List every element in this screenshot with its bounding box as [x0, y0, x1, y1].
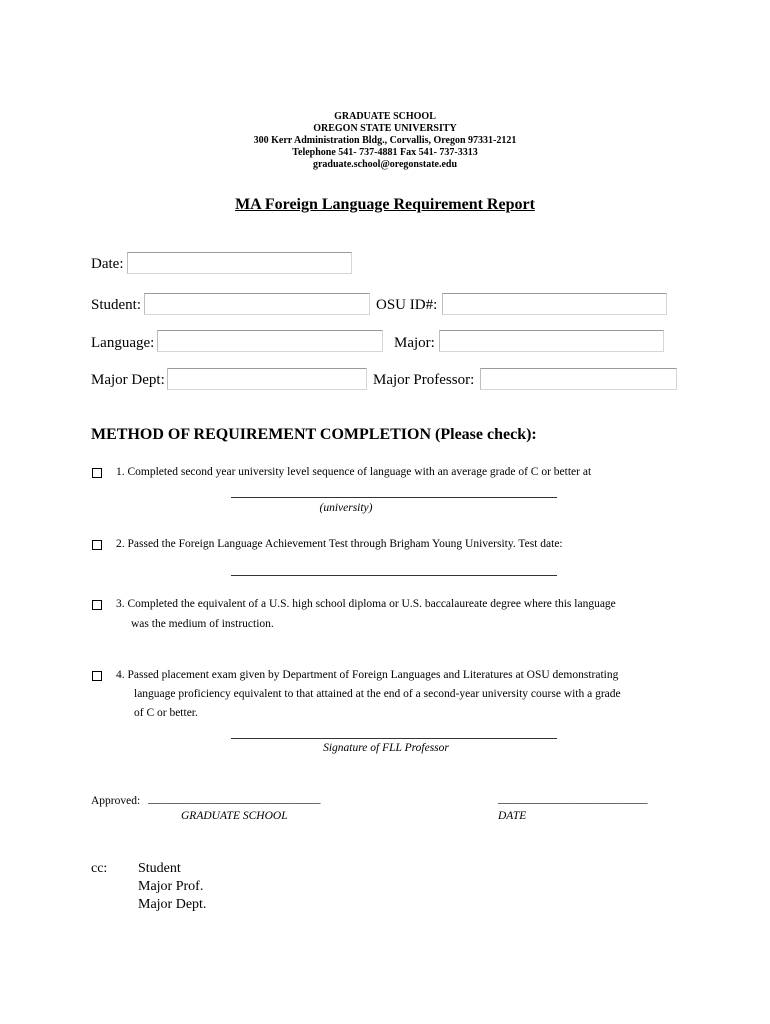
date-label: Date: [91, 256, 124, 272]
test-date-blank-line [231, 575, 557, 576]
approved-blank: ______________________________ [148, 793, 321, 805]
approved-label: Approved: [91, 795, 141, 807]
date-blank: __________________________ [498, 793, 648, 805]
header-phone: Telephone 541- 737-4881 Fax 541- 737-3313 [292, 147, 478, 158]
major-professor-label: Major Professor: [373, 372, 475, 388]
signature-blank-line [231, 738, 557, 739]
signature-caption: Signature of FLL Professor [323, 742, 449, 754]
major-professor-field[interactable] [480, 368, 677, 390]
checkbox-item-4[interactable] [92, 671, 102, 681]
checkbox-item-2[interactable] [92, 540, 102, 550]
graduate-school-caption: GRADUATE SCHOOL [181, 810, 288, 822]
item-1-text: 1. Completed second year university level sequence of language with an average grade of C or better at [116, 466, 592, 478]
item-4-line-2: language proficiency equivalent to that attained at the end of a second-year university course with a grade [134, 688, 621, 700]
header-institution: GRADUATE SCHOOL [334, 111, 436, 122]
header-university: OREGON STATE UNIVERSITY [313, 123, 457, 134]
osu-id-label: OSU ID#: [376, 297, 438, 313]
language-field[interactable] [157, 330, 383, 352]
major-field[interactable] [439, 330, 664, 352]
student-label: Student: [91, 297, 142, 313]
student-field[interactable] [144, 293, 370, 315]
item-2-text: 2. Passed the Foreign Language Achievement Test through Brigham Young University. Test date: [116, 538, 563, 550]
header-address: 300 Kerr Administration Bldg., Corvallis, Oregon 97331-2121 [253, 135, 517, 146]
item-3-line-2: was the medium of instruction. [131, 618, 274, 630]
cc-label: cc: [91, 861, 108, 876]
checkbox-item-1[interactable] [92, 468, 102, 478]
item-4-line-3: of C or better. [134, 707, 198, 719]
major-dept-field[interactable] [167, 368, 367, 390]
major-label: Major: [394, 335, 435, 351]
item-4-line-1: 4. Passed placement exam given by Department of Foreign Languages and Literatures at OSU demonstrating [116, 669, 619, 681]
page-title: MA Foreign Language Requirement Report [235, 196, 535, 213]
cc-item-student: Student [138, 861, 181, 876]
university-caption: (university) [319, 502, 373, 514]
major-dept-label: Major Dept: [91, 372, 165, 388]
language-label: Language: [91, 335, 155, 351]
item-3-line-1: 3. Completed the equivalent of a U.S. high school diploma or U.S. baccalaureate degree where this language [116, 598, 616, 610]
method-heading: METHOD OF REQUIREMENT COMPLETION (Please check): [91, 426, 537, 443]
osu-id-field[interactable] [442, 293, 667, 315]
checkbox-item-3[interactable] [92, 600, 102, 610]
date-caption: DATE [498, 810, 527, 822]
header-email: graduate.school@oregonstate.edu [312, 159, 458, 170]
university-blank-line [231, 497, 557, 498]
date-field[interactable] [127, 252, 352, 274]
cc-item-major-dept: Major Dept. [138, 897, 207, 912]
cc-item-major-prof: Major Prof. [138, 879, 204, 894]
